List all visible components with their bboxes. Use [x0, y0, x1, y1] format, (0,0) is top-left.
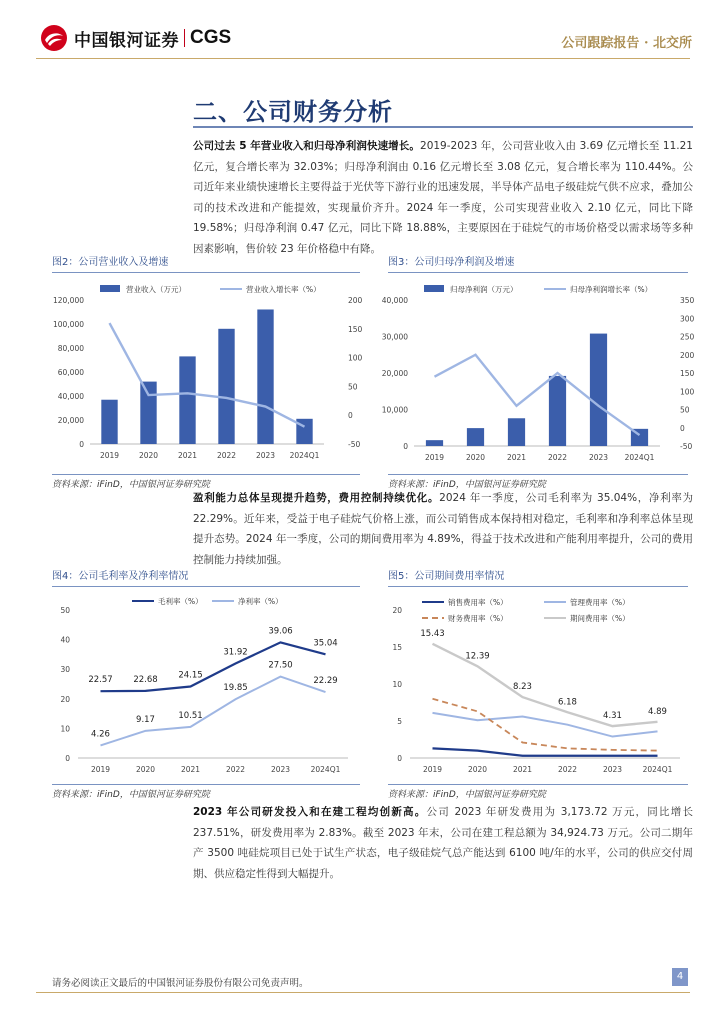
fig5-header — [388, 568, 688, 587]
fig4-x-tick: 2024Q1 — [310, 765, 341, 774]
fig2-bar — [257, 309, 273, 444]
fig5-x-tick: 2023 — [602, 765, 623, 774]
fig4-x-tick: 2022 — [225, 765, 246, 774]
fig3-bar — [508, 418, 525, 446]
paragraph-rnd — [193, 802, 693, 884]
fig4-x-tick: 2020 — [135, 765, 156, 774]
fig5-legend-0-label: 销售费用率（%） — [448, 598, 508, 607]
footer-disclaimer: 请务必阅读正文最后的中国银河证券股份有限公司免责声明。 — [52, 978, 309, 989]
fig3-yleft-tick: 30,000 — [381, 332, 408, 342]
fig2-header — [52, 254, 360, 273]
fig2-yleft-tick: 60,000 — [57, 368, 84, 377]
fig3-yright-tick: 300 — [680, 314, 695, 324]
fig4-source: 资料来源：iFinD，中国银河证券研究院 — [52, 790, 210, 800]
fig3-yright-tick: 350 — [680, 296, 695, 305]
fig4-data-label: 4.26 — [91, 729, 110, 740]
fig4-y-tick: 30 — [60, 665, 70, 675]
fig4-data-label: 10.51 — [178, 710, 203, 721]
fig2-yright-tick: 0 — [348, 411, 353, 421]
fig3-yright-tick: 150 — [680, 369, 695, 378]
brand-name-cn: 中国银河证券 — [74, 30, 179, 51]
fig4-legend-1-label: 净利率（%） — [238, 597, 283, 606]
fig4-x-tick: 2021 — [180, 765, 201, 774]
fig2-yleft-tick: 40,000 — [57, 392, 84, 401]
fig3-x-tick: 2021 — [506, 453, 527, 462]
fig4-x-tick: 2019 — [90, 765, 111, 774]
fig5-chart — [384, 590, 690, 780]
fig3-x-tick: 2019 — [424, 453, 445, 462]
fig5-title: 图5：公司期间费用率情况 — [388, 571, 505, 582]
fig5-y-tick: 15 — [392, 643, 402, 652]
section-title: 二、公司财务分析 — [193, 97, 393, 126]
footer-divider — [36, 992, 690, 993]
fig3-bar — [590, 334, 607, 446]
fig3-bar — [549, 376, 566, 446]
fig2-yleft-tick: 0 — [79, 440, 84, 449]
fig4-y-tick: 50 — [60, 606, 70, 615]
fig3-yright-tick: 250 — [680, 332, 695, 342]
fig4-header — [52, 568, 360, 587]
fig2-yleft-tick: 120,000 — [52, 296, 84, 305]
fig2-source: 资料来源：iFinD，中国银河证券研究院 — [52, 480, 210, 490]
fig5-data-label: 4.89 — [648, 706, 667, 717]
fig2-bar — [218, 329, 234, 444]
fig5-x-tick: 2020 — [467, 765, 488, 774]
fig3-title-rule — [388, 272, 688, 273]
fig4-y-tick: 10 — [60, 724, 70, 734]
report-type: 公司跟踪报告 · 北交所 — [561, 36, 692, 51]
fig2-x-tick: 2023 — [255, 451, 276, 460]
fig5-source-rule — [388, 784, 688, 785]
brand-logo — [40, 24, 231, 52]
paragraph-revenue-body: 2019-2023 年，公司营业收入由 3.69 亿元增长至 11.21 亿元，复合增长率为 32.03%；归母净利润由 0.16 亿元增长至 3.08 亿元，复合增长率为 110.44%。公司近年来业绩快速增长主要得益于光伏等下游行业的迅速发展，半导体产品电子级硅烷气供不应求，叠加公司的技术改进和产能提效，实现量价齐升。2024 年一季度，公司实现营业收入 2.10 亿元，同比下降 19.58%；归母净利润 0.47 亿元，同比下降 18.88%，主要原因在于硅烷气的市场价格受以需求场等多种因素影响，售价较 23 年价格稳中有降。 — [193, 140, 693, 255]
paragraph-rnd-lead: 2023 年公司研发投入和在建工程均创新高。 — [193, 806, 427, 818]
fig2-x-tick: 2021 — [177, 451, 198, 460]
paragraph-revenue-lead: 公司过去 5 年营业收入和归母净利润快速增长。 — [193, 140, 421, 152]
fig4-data-label: 27.50 — [268, 660, 293, 671]
fig3-source-rule — [388, 474, 688, 475]
paragraph-revenue — [193, 136, 693, 260]
fig3-legend-bar-label: 归母净利润（万元） — [450, 285, 518, 294]
fig4-data-label: 39.06 — [268, 626, 293, 637]
brand-name-en: CGS — [190, 27, 232, 48]
fig2-bar — [101, 400, 117, 444]
fig2-yright-tick: -50 — [348, 440, 361, 449]
fig5-data-label: 6.18 — [558, 697, 577, 708]
fig4-title-rule — [52, 586, 360, 587]
paragraph-margin — [193, 488, 693, 570]
fig3-bar — [467, 428, 484, 446]
fig4-y-tick: 40 — [60, 635, 70, 645]
fig4-data-label: 24.15 — [178, 670, 203, 681]
fig4-y-tick: 20 — [60, 694, 70, 704]
fig3-legend-bar-swatch — [424, 285, 444, 292]
fig2-yleft-tick: 80,000 — [57, 344, 84, 353]
header-divider — [36, 58, 690, 59]
fig2-x-tick: 2022 — [216, 451, 237, 460]
fig2-title-rule — [52, 272, 360, 273]
fig3-yright-tick: 50 — [680, 405, 690, 415]
fig4-data-label: 19.85 — [223, 683, 248, 694]
fig5-y-tick: 20 — [392, 606, 402, 615]
fig3-x-tick: 2024Q1 — [624, 453, 655, 462]
fig3-title: 图3：公司归母净利润及增速 — [388, 257, 515, 268]
fig3-yleft-tick: 0 — [403, 442, 408, 451]
fig5-x-tick: 2019 — [422, 765, 443, 774]
fig4-data-label: 22.57 — [88, 675, 113, 686]
fig3-yleft-tick: 40,000 — [381, 296, 408, 305]
fig5-y-tick: 0 — [397, 754, 402, 763]
fig5-title-rule — [388, 586, 688, 587]
fig5-legend-1-label: 管理费用率（%） — [570, 598, 630, 607]
fig3-source: 资料来源：iFinD，中国银河证券研究院 — [388, 480, 546, 490]
fig3-yright-tick: -50 — [680, 442, 693, 451]
fig3-x-tick: 2023 — [588, 453, 609, 462]
fig2-bar — [179, 356, 195, 444]
fig4-data-label: 9.17 — [136, 714, 155, 725]
fig2-yright-tick: 100 — [348, 353, 363, 363]
paragraph-margin-body: 2024 年一季度，公司毛利率为 35.04%，净利率为 22.29%。近年来，受益于电子硅烷气价格上涨，而公司销售成本保持相对稳定，毛利率和净利率总体呈现提升态势。2024 年一季度，公司的期间费用率为 4.89%，得益于技术改进和产能利用率提升，公司的费用控制能力持续加强。 — [193, 492, 694, 566]
fig5-y-tick: 10 — [392, 680, 402, 689]
fig2-x-tick: 2020 — [138, 451, 159, 460]
fig4-data-label: 22.68 — [133, 674, 158, 685]
fig4-data-label: 31.92 — [223, 647, 248, 658]
fig2-yright-tick: 150 — [348, 324, 363, 334]
fig3-chart — [381, 276, 695, 470]
fig5-legend-3-label: 期间费用率（%） — [570, 614, 630, 623]
fig2-x-tick: 2019 — [99, 451, 120, 460]
paragraph-rnd-body: 公司 2023 年研发费用为 3,173.72 万元，同比增长 237.51%，研发费用率为 2.83%。截至 2023 年末，公司在建工程总额为 34,924.73 万元。公司二期年产 3500 吨硅烷项目已处于试生产状态，电子级硅烷气总产能达到 6100 吨/年的水平，公司的供应交付周期、供应稳定性得到大幅提升。 — [193, 806, 693, 880]
cgs-logo-icon — [40, 24, 68, 52]
fig4-chart — [52, 590, 362, 780]
fig3-growth-line — [435, 355, 640, 435]
fig5-x-tick: 2024Q1 — [642, 765, 673, 774]
fig5-data-label: 4.31 — [603, 711, 622, 722]
fig3-yleft-tick: 10,000 — [381, 405, 408, 415]
fig2-chart — [52, 276, 362, 470]
fig3-yleft-tick: 20,000 — [381, 369, 408, 378]
fig4-data-label: 35.04 — [313, 638, 338, 649]
fig3-x-tick: 2020 — [465, 453, 486, 462]
fig5-x-tick: 2022 — [557, 765, 578, 774]
fig2-bar — [140, 382, 156, 444]
fig4-title: 图4：公司毛利率及净利率情况 — [52, 571, 189, 582]
fig2-x-tick: 2024Q1 — [289, 451, 320, 460]
fig2-legend-bar-swatch — [100, 285, 120, 292]
fig5-data-label: 15.43 — [420, 628, 445, 639]
fig2-growth-line — [110, 323, 305, 427]
fig3-x-tick: 2022 — [547, 453, 568, 462]
fig2-yleft-tick: 100,000 — [52, 320, 84, 329]
fig5-source: 资料来源：iFinD，中国银河证券研究院 — [388, 790, 546, 800]
fig5-data-label: 8.23 — [513, 682, 532, 693]
fig4-legend-0-label: 毛利率（%） — [158, 597, 203, 606]
fig5-x-tick: 2021 — [512, 765, 533, 774]
fig2-yright-tick: 200 — [348, 296, 363, 305]
section-title-underline — [193, 126, 693, 128]
fig3-yright-tick: 200 — [680, 350, 695, 360]
fig5-legend-2-label: 财务费用率（%） — [448, 614, 508, 623]
fig4-data-label: 22.29 — [313, 676, 338, 687]
fig4-y-tick: 0 — [65, 754, 70, 763]
fig2-source-rule — [52, 474, 360, 475]
fig2-legend-bar-label: 营业收入（万元） — [126, 285, 186, 294]
fig4-source-rule — [52, 784, 360, 785]
fig2-yright-tick: 50 — [348, 382, 358, 392]
paragraph-margin-lead: 盈利能力总体呈现提升趋势，费用控制持续优化。 — [193, 492, 440, 504]
fig3-legend-line-label: 归母净利润增长率（%） — [570, 285, 653, 294]
fig5-data-label: 12.39 — [465, 651, 490, 662]
fig4-x-tick: 2023 — [270, 765, 291, 774]
fig5-y-tick: 5 — [397, 717, 402, 726]
fig3-yright-tick: 100 — [680, 387, 695, 397]
page-number: 4 — [672, 968, 688, 986]
fig3-yright-tick: 0 — [680, 423, 685, 433]
fig3-bar — [426, 440, 443, 446]
fig2-title: 图2：公司营业收入及增速 — [52, 257, 169, 268]
fig3-header — [388, 254, 688, 273]
fig2-legend-line-label: 营业收入增长率（%） — [246, 285, 321, 294]
brand-separator — [184, 29, 185, 47]
fig2-yleft-tick: 20,000 — [57, 416, 84, 425]
